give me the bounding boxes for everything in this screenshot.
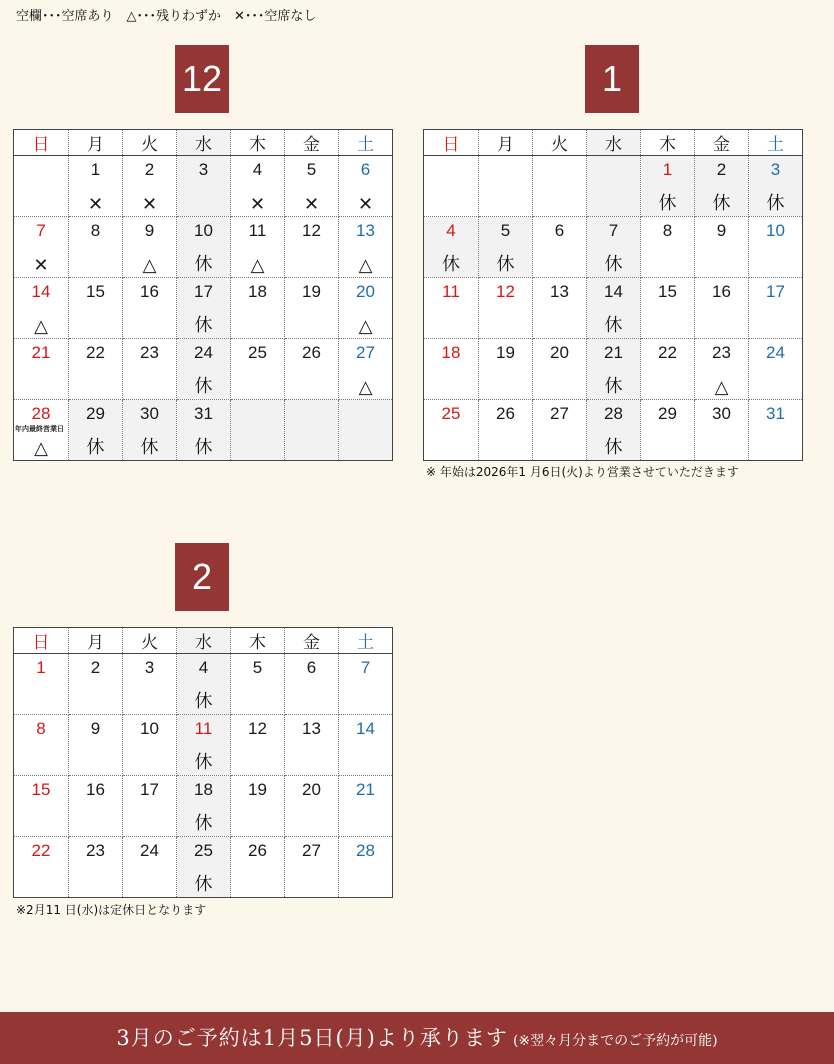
day-cell: [177, 156, 231, 217]
day-number: 10: [140, 719, 159, 738]
availability-mark: 休: [604, 315, 623, 336]
availability-mark: 休: [604, 376, 623, 397]
day-number: 27: [550, 404, 569, 423]
day-cell: [177, 278, 231, 339]
day-number: 26: [302, 343, 321, 362]
availability-mark: 休: [140, 437, 159, 458]
day-cell: [231, 776, 285, 837]
weekday-header-row: [424, 130, 803, 156]
day-cell: [231, 217, 285, 278]
availability-mark: △: [34, 438, 48, 459]
calendar-week-row: [14, 217, 393, 278]
weekday-label: 月: [69, 628, 123, 654]
day-number: 28: [604, 404, 623, 423]
availability-mark: 休: [442, 254, 460, 275]
day-number: 23: [712, 343, 731, 362]
day-cell: [177, 217, 231, 278]
day-number: 16: [86, 780, 105, 799]
day-cell: [177, 715, 231, 776]
day-cell: [69, 156, 123, 217]
day-cell: [641, 278, 695, 339]
day-cell: [339, 776, 393, 837]
day-cell: [641, 400, 695, 461]
availability-mark: 休: [604, 437, 623, 458]
weekday-header-row: [14, 628, 393, 654]
calendar-week-row: [14, 654, 393, 715]
day-cell: [177, 339, 231, 400]
day-number: 12: [302, 221, 321, 240]
day-number: 11: [194, 719, 213, 738]
weekday-label: 金: [285, 628, 339, 654]
calendar-week-row: [14, 715, 393, 776]
day-cell: [14, 715, 69, 776]
weekday-label: 日: [14, 628, 69, 654]
weekday-label: 木: [231, 130, 285, 156]
weekday-label: 火: [533, 130, 587, 156]
day-cell: [339, 837, 393, 898]
availability-mark: △: [34, 316, 48, 337]
day-number: 1: [90, 160, 101, 179]
day-number: 31: [194, 404, 213, 423]
day-cell: [69, 837, 123, 898]
day-number: 18: [194, 780, 213, 799]
day-number: 14: [356, 719, 375, 738]
day-number: 26: [496, 404, 515, 423]
day-cell: [749, 400, 803, 461]
day-number: 15: [658, 282, 677, 301]
day-cell: [641, 217, 695, 278]
day-number: 7: [36, 221, 46, 240]
day-cell: [177, 400, 231, 461]
availability-mark: 休: [766, 193, 785, 214]
day-number: 2: [716, 160, 727, 179]
day-cell: [231, 837, 285, 898]
weekday-label: 日: [424, 130, 479, 156]
day-number: 13: [302, 719, 321, 738]
day-cell: [123, 654, 177, 715]
availability-mark: 休: [86, 437, 105, 458]
day-cell: [285, 654, 339, 715]
day-number: 6: [360, 160, 371, 179]
day-special-note: 年内最終営業日: [15, 425, 64, 433]
day-number: 17: [140, 780, 159, 799]
weekday-label: 月: [479, 130, 533, 156]
day-number: 25: [248, 343, 267, 362]
availability-mark: 休: [194, 874, 213, 895]
day-number: 6: [554, 221, 565, 240]
day-number: 19: [496, 343, 515, 362]
day-number: 8: [662, 221, 673, 240]
day-cell: [14, 278, 69, 339]
day-cell: [285, 715, 339, 776]
day-cell: [69, 776, 123, 837]
day-number: 27: [356, 343, 375, 362]
calendar-february: [13, 627, 393, 898]
day-cell: [285, 400, 339, 461]
weekday-label: 金: [695, 130, 749, 156]
footer-banner: [0, 1012, 834, 1064]
weekday-label: 水: [177, 130, 231, 156]
weekday-label: 木: [641, 130, 695, 156]
day-number: 4: [252, 160, 263, 179]
day-number: 7: [608, 221, 619, 240]
day-cell: [14, 776, 69, 837]
day-number: 20: [302, 780, 321, 799]
day-cell: [587, 400, 641, 461]
day-number: 1: [36, 658, 46, 677]
month-badge-february: 2: [175, 543, 229, 611]
weekday-label: 水: [587, 130, 641, 156]
day-number: 30: [712, 404, 731, 423]
availability-mark: ✕: [87, 194, 104, 215]
availability-mark: ✕: [303, 194, 320, 215]
day-number: 9: [716, 221, 727, 240]
day-number: 19: [248, 780, 267, 799]
day-cell: [231, 339, 285, 400]
availability-mark: 休: [194, 315, 213, 336]
day-number: 19: [302, 282, 321, 301]
calendar-week-row: [424, 156, 803, 217]
weekday-label: 土: [749, 130, 803, 156]
day-cell: [749, 278, 803, 339]
day-number: 11: [442, 282, 460, 301]
footer-main-text: 3月のご予約は1月5日(月)より承ります: [116, 1026, 508, 1050]
day-number: 13: [550, 282, 569, 301]
weekday-label: 土: [339, 628, 393, 654]
day-cell: [177, 654, 231, 715]
day-number: 21: [604, 343, 623, 362]
day-cell: [479, 400, 533, 461]
day-cell: [424, 339, 479, 400]
day-number: 31: [766, 404, 785, 423]
day-cell: [69, 654, 123, 715]
day-number: 8: [36, 719, 46, 738]
day-cell: [339, 400, 393, 461]
calendar-week-row: [424, 339, 803, 400]
day-number: 26: [248, 841, 267, 860]
day-number: 2: [90, 658, 101, 677]
availability-mark: 休: [604, 254, 623, 275]
weekday-label: 日: [14, 130, 69, 156]
day-number: 21: [31, 343, 51, 362]
day-number: 20: [356, 282, 375, 301]
day-cell: [339, 654, 393, 715]
day-cell: [285, 776, 339, 837]
day-cell: [123, 339, 177, 400]
day-cell: [587, 339, 641, 400]
day-number: 10: [194, 221, 213, 240]
day-cell: [231, 715, 285, 776]
day-cell: [123, 156, 177, 217]
day-cell: [587, 217, 641, 278]
day-cell: [231, 278, 285, 339]
availability-mark: ✕: [33, 255, 49, 276]
availability-mark: 休: [658, 193, 677, 214]
day-number: 9: [144, 221, 155, 240]
day-cell: [533, 400, 587, 461]
day-number: 3: [144, 658, 155, 677]
day-cell: [641, 339, 695, 400]
day-cell: [231, 156, 285, 217]
day-number: 21: [356, 780, 375, 799]
calendar-week-row: [14, 776, 393, 837]
availability-mark: △: [358, 255, 373, 276]
availability-mark: ✕: [249, 194, 266, 215]
calendar-week-row: [14, 278, 393, 339]
day-cell: [479, 217, 533, 278]
day-cell: [14, 339, 69, 400]
day-cell: [339, 339, 393, 400]
day-number: 12: [248, 719, 267, 738]
day-number: 22: [658, 343, 677, 362]
day-cell: [69, 715, 123, 776]
availability-mark: 休: [194, 437, 213, 458]
day-number: 24: [194, 343, 213, 362]
day-number: 5: [306, 160, 317, 179]
day-cell: [123, 400, 177, 461]
day-cell: [14, 654, 69, 715]
day-number: 20: [550, 343, 569, 362]
weekday-label: 金: [285, 130, 339, 156]
day-cell: [479, 156, 533, 217]
calendar-week-row: [14, 339, 393, 400]
day-cell: [424, 217, 479, 278]
day-cell: [749, 217, 803, 278]
day-number: 16: [140, 282, 159, 301]
day-cell: [533, 339, 587, 400]
day-cell: [749, 339, 803, 400]
day-cell: [424, 278, 479, 339]
day-number: 29: [86, 404, 105, 423]
calendar-week-row: [14, 400, 393, 461]
availability-mark: △: [358, 316, 373, 337]
weekday-header-row: [14, 130, 393, 156]
availability-mark: 休: [194, 691, 213, 712]
day-cell: [339, 715, 393, 776]
day-cell: [177, 776, 231, 837]
day-cell: [695, 278, 749, 339]
day-cell: [177, 837, 231, 898]
day-cell: [123, 217, 177, 278]
day-cell: [231, 400, 285, 461]
availability-mark: ✕: [141, 194, 158, 215]
availability-mark: 休: [194, 752, 213, 773]
day-cell: [339, 217, 393, 278]
calendar-week-row: [424, 278, 803, 339]
day-cell: [123, 715, 177, 776]
day-cell: [14, 217, 69, 278]
day-number: 23: [86, 841, 105, 860]
day-number: 28: [31, 404, 51, 423]
day-cell: [285, 156, 339, 217]
day-number: 22: [31, 841, 51, 860]
availability-mark: 休: [194, 813, 213, 834]
month-badge-december: 12: [175, 45, 229, 113]
availability-mark: △: [250, 255, 265, 276]
day-number: 23: [140, 343, 159, 362]
day-cell: [479, 339, 533, 400]
day-cell: [587, 156, 641, 217]
day-number: 8: [90, 221, 101, 240]
day-number: 14: [604, 282, 623, 301]
availability-mark: ✕: [357, 194, 374, 215]
day-cell: [533, 217, 587, 278]
day-number: 15: [86, 282, 105, 301]
day-cell: [424, 156, 479, 217]
weekday-label: 月: [69, 130, 123, 156]
day-number: 13: [356, 221, 375, 240]
month-badge-january: 1: [585, 45, 639, 113]
availability-mark: 休: [712, 193, 731, 214]
availability-mark: △: [714, 377, 729, 398]
day-cell: [749, 156, 803, 217]
day-number: 11: [248, 221, 267, 240]
day-number: 16: [712, 282, 731, 301]
day-number: 25: [194, 841, 213, 860]
day-cell: [285, 278, 339, 339]
day-number: 22: [86, 343, 105, 362]
day-cell: [479, 278, 533, 339]
day-number: 29: [658, 404, 677, 423]
day-cell: [285, 217, 339, 278]
calendar-week-row: [14, 156, 393, 217]
day-number: 3: [198, 160, 209, 179]
day-number: 5: [252, 658, 263, 677]
day-number: 7: [360, 658, 371, 677]
day-cell: [14, 837, 69, 898]
day-cell: [285, 837, 339, 898]
day-number: 18: [441, 343, 461, 362]
february-note: ※2月11 日(水)は定休日となります: [16, 903, 207, 917]
day-cell: [231, 654, 285, 715]
day-number: 27: [302, 841, 321, 860]
day-cell: [123, 278, 177, 339]
day-number: 4: [446, 221, 456, 240]
day-number: 14: [31, 282, 51, 301]
day-cell: [123, 776, 177, 837]
weekday-label: 火: [123, 628, 177, 654]
day-number: 18: [248, 282, 267, 301]
weekday-label: 木: [231, 628, 285, 654]
day-cell: [695, 400, 749, 461]
day-number: 24: [140, 841, 159, 860]
day-number: 12: [496, 282, 515, 301]
day-number: 9: [90, 719, 101, 738]
day-cell: [69, 217, 123, 278]
calendar-week-row: [424, 217, 803, 278]
day-cell: [69, 400, 123, 461]
day-cell: [424, 400, 479, 461]
legend: 空欄･･･空席あり △･･･残りわずか ✕･･･空席なし: [16, 9, 317, 24]
calendar-december: [13, 129, 393, 461]
day-number: 15: [31, 780, 51, 799]
weekday-label: 土: [339, 130, 393, 156]
day-cell: [695, 217, 749, 278]
availability-mark: △: [142, 255, 157, 276]
day-cell: [14, 156, 69, 217]
calendar-week-row: [424, 400, 803, 461]
day-number: 4: [198, 658, 209, 677]
day-number: 3: [770, 160, 781, 179]
day-number: 2: [144, 160, 155, 179]
day-number: 28: [356, 841, 375, 860]
availability-mark: △: [358, 377, 373, 398]
availability-mark: 休: [194, 376, 213, 397]
calendar-january: [423, 129, 803, 461]
day-number: 30: [140, 404, 159, 423]
day-cell: [587, 278, 641, 339]
day-cell: [69, 278, 123, 339]
january-note: ※ 年始は2026年1 月6日(火)より営業させていただきます: [426, 465, 739, 479]
day-number: 17: [766, 282, 785, 301]
day-number: 10: [766, 221, 785, 240]
day-number: 24: [766, 343, 785, 362]
footer-sub-text: (※翌々月分までのご予約が可能): [512, 1033, 718, 1049]
availability-mark: 休: [496, 254, 515, 275]
day-number: 1: [662, 160, 673, 179]
day-cell: [14, 400, 69, 461]
day-number: 17: [194, 282, 213, 301]
weekday-label: 水: [177, 628, 231, 654]
calendar-week-row: [14, 837, 393, 898]
day-cell: [695, 156, 749, 217]
day-cell: [641, 156, 695, 217]
weekday-label: 火: [123, 130, 177, 156]
day-cell: [533, 156, 587, 217]
day-number: 25: [441, 404, 461, 423]
day-cell: [533, 278, 587, 339]
day-cell: [123, 837, 177, 898]
availability-mark: 休: [194, 254, 213, 275]
day-cell: [285, 339, 339, 400]
day-cell: [695, 339, 749, 400]
day-cell: [69, 339, 123, 400]
day-number: 6: [306, 658, 317, 677]
day-cell: [339, 278, 393, 339]
day-number: 5: [500, 221, 511, 240]
day-cell: [339, 156, 393, 217]
